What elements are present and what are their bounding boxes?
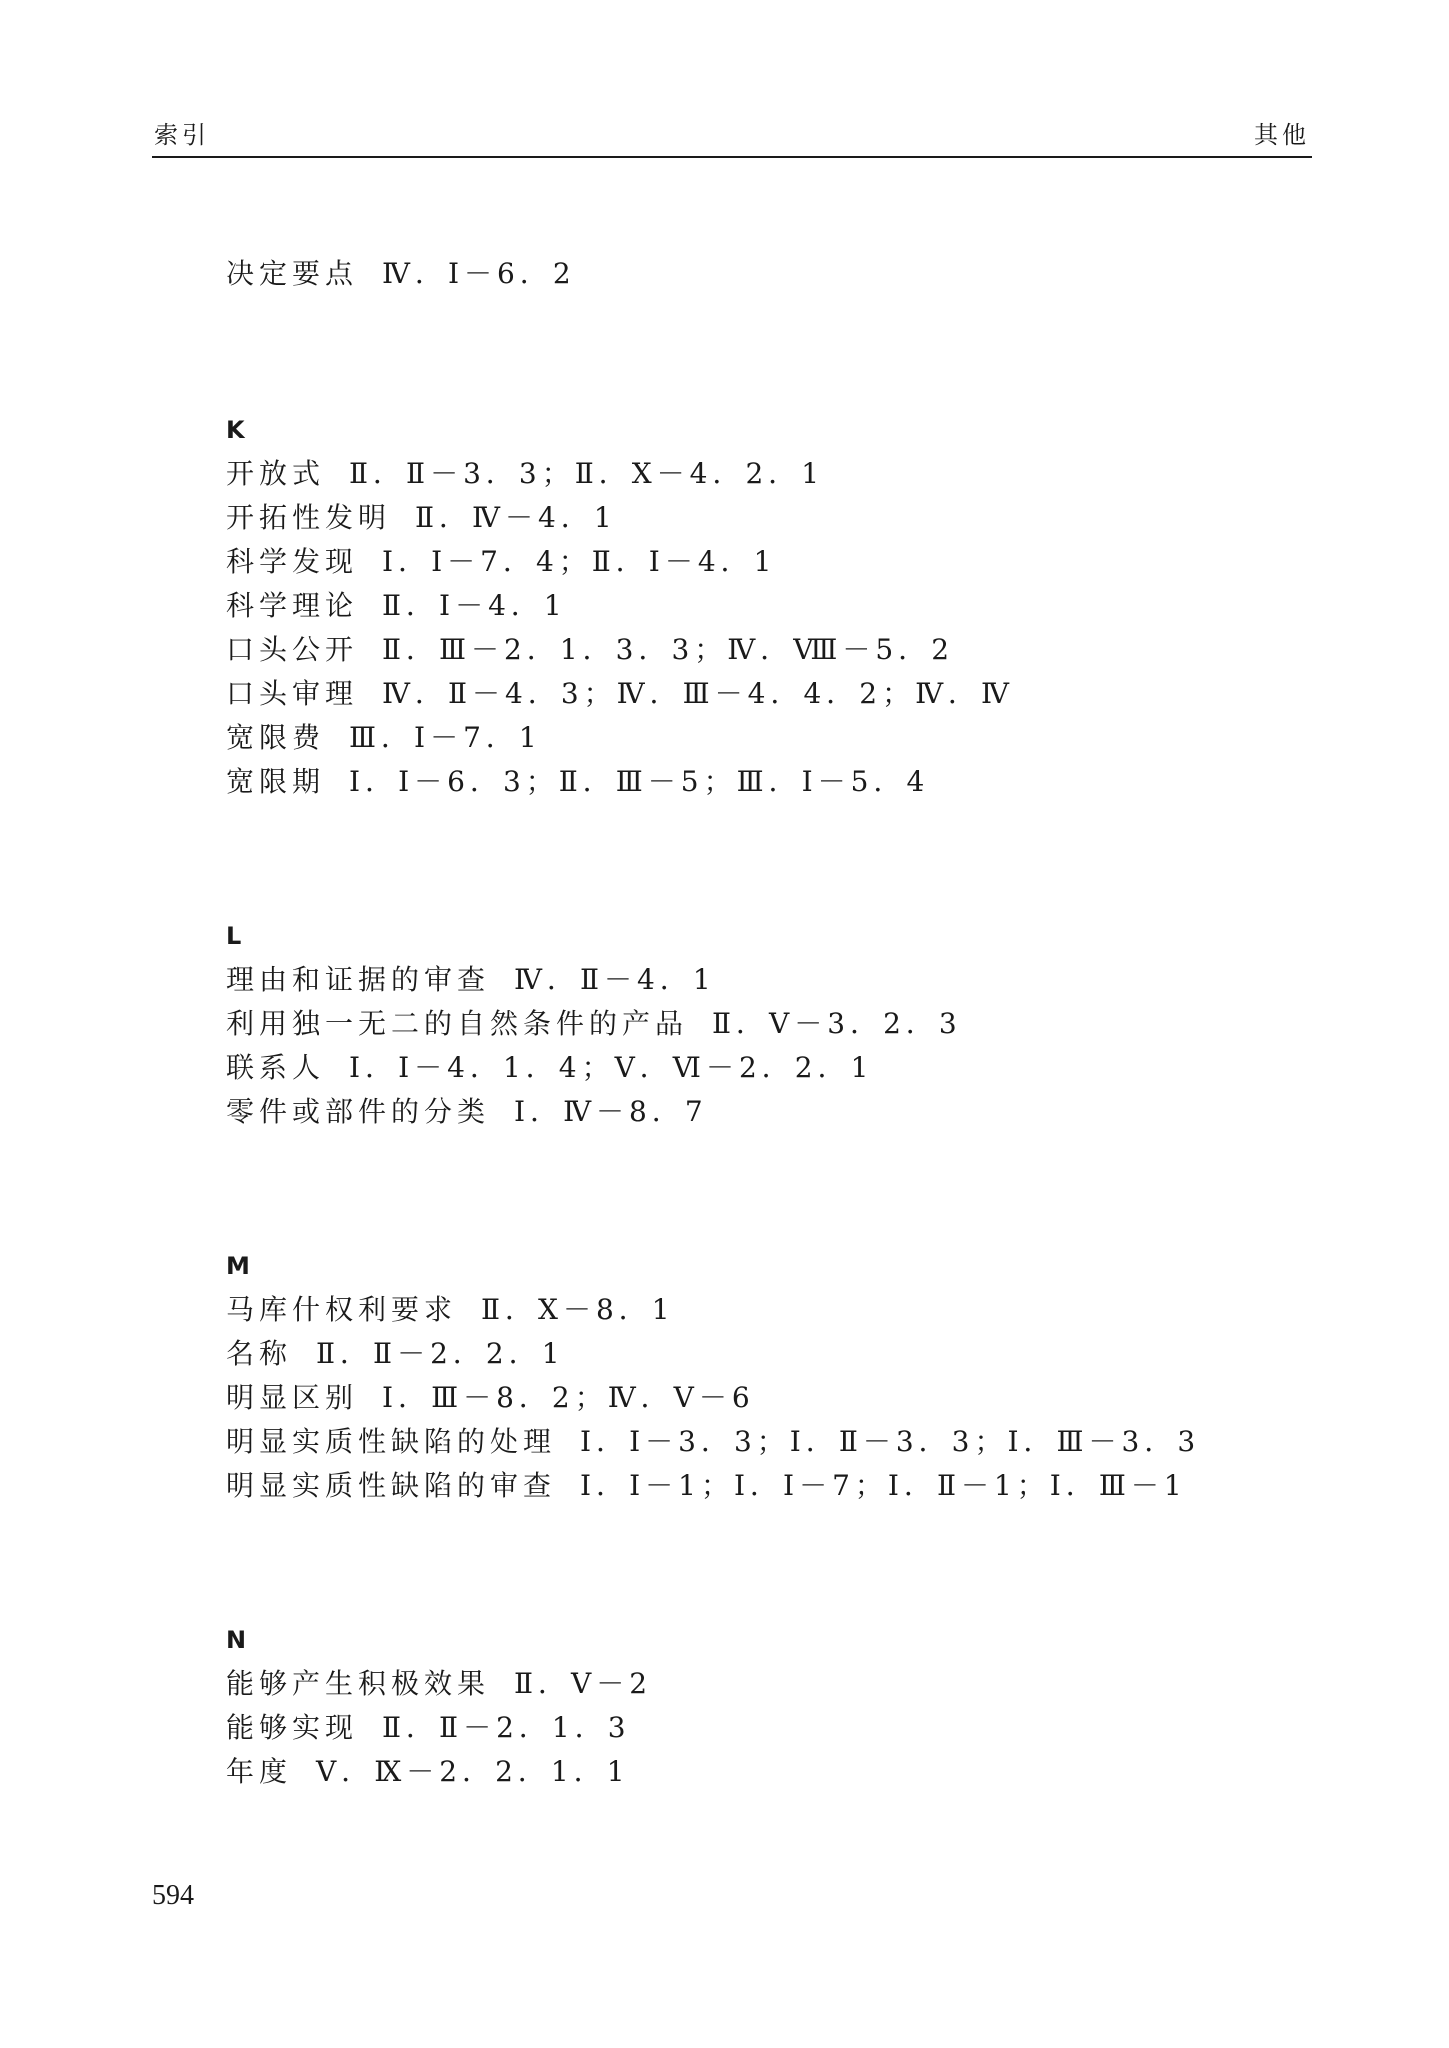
index-term: 口头公开 bbox=[226, 633, 359, 666]
index-entry bbox=[226, 672, 1306, 716]
index-entry bbox=[226, 1332, 1306, 1376]
index-refs: Ⅳ．Ⅰ－6．2 bbox=[382, 257, 576, 290]
index-term: 马库什权利要求 bbox=[226, 1293, 458, 1326]
index-entry bbox=[226, 584, 1306, 628]
index-refs: Ⅰ．Ⅰ－1；Ⅰ．Ⅰ－7；Ⅰ．Ⅱ－1；Ⅰ．Ⅲ－1 bbox=[580, 1469, 1187, 1502]
index-term: 联系人 bbox=[226, 1051, 326, 1084]
index-refs: Ⅱ．Ⅱ－3．3；Ⅱ．Ⅹ－4．2．1 bbox=[349, 457, 825, 490]
page-number: 594 bbox=[152, 1880, 194, 1911]
index-term: 理由和证据的审查 bbox=[226, 963, 491, 996]
index-term: 宽限费 bbox=[226, 721, 326, 754]
index-refs: Ⅱ．Ⅴ－2 bbox=[514, 1667, 653, 1700]
index-term: 明显区别 bbox=[226, 1381, 359, 1414]
index-term: 利用独一无二的自然条件的产品 bbox=[226, 1007, 689, 1040]
index-term: 口头审理 bbox=[226, 677, 359, 710]
index-refs: Ⅰ．Ⅰ－6．3；Ⅱ．Ⅲ－5；Ⅲ．Ⅰ－5．4 bbox=[349, 765, 930, 798]
index-refs: Ⅱ．Ⅰ－4．1 bbox=[382, 589, 567, 622]
index-entry bbox=[226, 760, 1306, 804]
index-refs: Ⅴ．Ⅸ－2．2．1．1 bbox=[316, 1755, 630, 1788]
index-entry bbox=[226, 252, 576, 296]
index-entry bbox=[226, 1662, 1306, 1706]
index-refs: Ⅱ．Ⅳ－4．1 bbox=[415, 501, 617, 534]
index-refs: Ⅳ．Ⅱ－4．1 bbox=[514, 963, 716, 996]
index-refs: Ⅱ．Ⅱ－2．2．1 bbox=[316, 1337, 565, 1370]
header-section-label: 索引 bbox=[154, 121, 210, 149]
section-letter: L bbox=[226, 922, 242, 950]
index-term: 决定要点 bbox=[226, 257, 359, 290]
index-term: 科学发现 bbox=[226, 545, 359, 578]
index-entry bbox=[226, 628, 1306, 672]
index-entry bbox=[226, 1046, 1306, 1090]
index-term: 科学理论 bbox=[226, 589, 359, 622]
index-entry bbox=[226, 1750, 1306, 1794]
index-term: 能够产生积极效果 bbox=[226, 1667, 491, 1700]
index-section-k bbox=[226, 408, 1306, 804]
index-entry bbox=[226, 496, 1306, 540]
index-refs: Ⅱ．Ⅲ－2．1．3．3；Ⅳ．Ⅷ－5．2 bbox=[382, 633, 955, 666]
index-term: 零件或部件的分类 bbox=[226, 1095, 491, 1128]
index-entry bbox=[226, 1464, 1306, 1508]
index-refs: Ⅰ．Ⅲ－8．2；Ⅳ．Ⅴ－6 bbox=[382, 1381, 755, 1414]
index-entry bbox=[226, 1376, 1306, 1420]
index-refs: Ⅰ．Ⅰ－7．4；Ⅱ．Ⅰ－4．1 bbox=[382, 545, 777, 578]
section-letter: K bbox=[226, 416, 245, 444]
index-refs: Ⅱ．Ⅴ－3．2．3 bbox=[712, 1007, 962, 1040]
index-term: 明显实质性缺陷的处理 bbox=[226, 1425, 557, 1458]
index-refs: Ⅰ．Ⅳ－8．7 bbox=[514, 1095, 708, 1128]
index-refs: Ⅰ．Ⅰ－4．1．4；Ⅴ．Ⅵ－2．2．1 bbox=[349, 1051, 874, 1084]
index-term: 宽限期 bbox=[226, 765, 326, 798]
index-term: 明显实质性缺陷的审查 bbox=[226, 1469, 557, 1502]
index-entry bbox=[226, 1002, 1306, 1046]
running-header bbox=[152, 118, 1312, 158]
index-term: 名称 bbox=[226, 1337, 293, 1370]
index-section-l bbox=[226, 914, 1306, 1134]
index-section-n bbox=[226, 1618, 1306, 1794]
header-chapter-label: 其他 bbox=[1254, 121, 1310, 149]
index-entry bbox=[226, 958, 1306, 1002]
index-refs: Ⅱ．Ⅱ－2．1．3 bbox=[382, 1711, 631, 1744]
index-entry bbox=[226, 1420, 1306, 1464]
index-entry bbox=[226, 1288, 1306, 1332]
index-refs: Ⅱ．Ⅹ－8．1 bbox=[481, 1293, 675, 1326]
index-entry bbox=[226, 540, 1306, 584]
index-entry bbox=[226, 1090, 1306, 1134]
index-refs: Ⅲ．Ⅰ－7．1 bbox=[349, 721, 542, 754]
section-letter: N bbox=[226, 1626, 247, 1654]
index-entry bbox=[226, 452, 1306, 496]
index-section-m bbox=[226, 1244, 1306, 1508]
index-entry bbox=[226, 1706, 1306, 1750]
index-term: 开放式 bbox=[226, 457, 326, 490]
index-refs: Ⅳ．Ⅱ－4．3；Ⅳ．Ⅲ－4．4．2；Ⅳ．Ⅳ bbox=[382, 677, 1015, 710]
index-term: 能够实现 bbox=[226, 1711, 359, 1744]
index-refs: Ⅰ．Ⅰ－3．3；Ⅰ．Ⅱ－3．3；Ⅰ．Ⅲ－3．3 bbox=[580, 1425, 1201, 1458]
index-term: 开拓性发明 bbox=[226, 501, 392, 534]
index-entry bbox=[226, 716, 1306, 760]
index-term: 年度 bbox=[226, 1755, 293, 1788]
section-letter: M bbox=[226, 1252, 250, 1280]
